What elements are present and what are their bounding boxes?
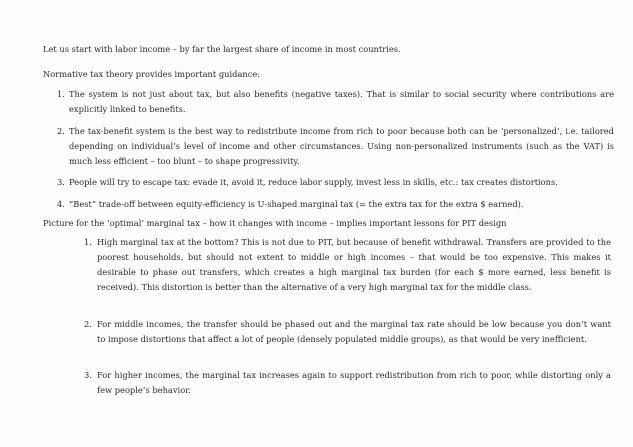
list-item: For middle incomes, the transfer should be phased out and the marginal tax rate should be low because you don’t want to impose distortions that affect a lot of people (densely populated middle groups), as that would be very inefficient.	[97, 319, 611, 344]
list-item: The tax-benefit system is the best way to redistribute income from rich to poor because both can be ‘personalized’, i.e. tailored depending on individual’s level of income and other circumstances. Using non-personalized instruments (such as the VAT) is much less efficient – too blunt – to shape progressivity.	[69, 126, 614, 166]
list-item: For higher incomes, the marginal tax increases again to support redistribution from rich to poor, while distorting only a few people’s behavior.	[97, 370, 611, 395]
intro-paragraph: Let us start with labor income – by far the largest share of income in most countries.	[43, 44, 401, 54]
normative-heading: Normative tax theory provides important guidance:	[43, 69, 261, 79]
list-item: People will try to escape tax: evade it, avoid it, reduce labor supply, invest less in skills, etc.: tax creates distortions.	[69, 177, 558, 187]
list-item-number: 2.	[57, 126, 65, 136]
list-item-number: 3.	[84, 370, 92, 380]
picture-paragraph: Picture for the ‘optimal’ marginal tax – how it changes with income – implies important lessons for PIT design	[43, 218, 507, 228]
list-item-number: 2.	[84, 319, 92, 329]
list-item-number: 3.	[57, 177, 65, 187]
list-item-number: 1.	[57, 89, 65, 99]
list-item: “Best” trade-off between equity-efficiency is U-shaped marginal tax (= the extra tax for the extra $ earned).	[69, 199, 524, 209]
list-item: High marginal tax at the bottom? This is not due to PIT, but because of benefit withdrawal. Transfers are provided to the poorest households, but should not extent to middle or high incomes – that would be too expensive. This makes it desirable to phase out transfers, which creates a high marginal tax burden (for each $ more earned, less benefit is received). This distortion is better than the alternative of a very high marginal tax for the middle class.	[97, 237, 611, 292]
list-item: The system is not just about tax, but also benefits (negative taxes). That is similar to social security where contributions are explicitly linked to benefits.	[69, 89, 614, 114]
list-item-number: 1.	[84, 237, 92, 247]
list-item-number: 4.	[57, 199, 65, 209]
